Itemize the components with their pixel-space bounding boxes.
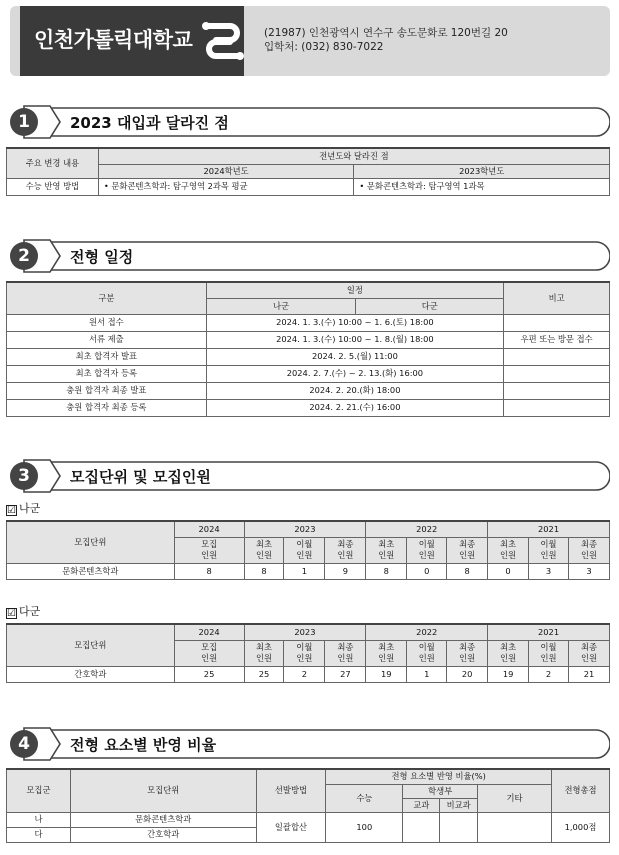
value-cell: • 문화콘텐츠학과: 탐구영역 2과목 평균: [98, 178, 354, 195]
header-cell: 이월 인원: [284, 537, 325, 563]
group-label-na: [6, 500, 40, 516]
method-cell: 일괄합산: [256, 812, 326, 842]
section-title: 모집단위 및 모집인원: [70, 468, 211, 486]
header-cell: 최초 인원: [488, 640, 529, 666]
value-cell: 19: [488, 666, 529, 682]
year-cell: 2023: [244, 624, 366, 640]
empty-cell: [440, 812, 478, 842]
header-cell: 최초 인원: [366, 537, 407, 563]
section-3-header: [6, 458, 610, 494]
note-cell: [504, 382, 610, 399]
date-cell: 2024. 2. 7.(수) ~ 2. 13.(화) 16:00: [206, 365, 504, 382]
year-cell: 2021: [488, 624, 610, 640]
header-cell: 나군: [206, 298, 356, 314]
value-cell: 8: [244, 563, 284, 579]
header-cell: 모집단위: [70, 769, 256, 812]
date-cell: 2024. 1. 3.(수) 10:00 ~ 1. 8.(월) 18:00: [206, 331, 504, 348]
note-cell: 우편 또는 방문 접수: [504, 331, 610, 348]
unit-cell: 문화콘텐츠학과: [70, 812, 256, 827]
section-title: 2023 대입과 달라진 점: [70, 114, 229, 132]
school-name: 인천가톨릭대학교: [34, 28, 193, 52]
header-cell: 모집 인원: [174, 537, 244, 563]
date-cell: 2024. 1. 3.(수) 10:00 ~ 1. 6.(토) 18:00: [206, 314, 504, 331]
section-number: 1: [10, 108, 38, 136]
unit-cell: 간호학과: [70, 827, 256, 842]
section-4-header: [6, 726, 610, 762]
group-cell: 나: [7, 812, 71, 827]
header-cell: 이월 인원: [407, 537, 447, 563]
row-label: 서류 제출: [7, 331, 207, 348]
row-label: 원서 접수: [7, 314, 207, 331]
year-cell: 2021: [488, 521, 610, 537]
value-cell: 3: [529, 563, 569, 579]
section-number: 4: [10, 730, 38, 758]
value-cell: 3: [568, 563, 609, 579]
header-cell: 주요 변경 내용: [7, 148, 99, 178]
header-cell: 선발방법: [256, 769, 326, 812]
header-cell: 최종 인원: [569, 640, 610, 666]
value-cell: 1: [407, 666, 447, 682]
header-cell: 비고: [504, 282, 610, 314]
row-label: 수능 반영 방법: [7, 178, 99, 195]
value-cell: • 문화콘텐츠학과: 탐구영역 1과목: [354, 178, 610, 195]
year-cell: 2023: [244, 521, 366, 537]
header-cell: 모집군: [7, 769, 71, 812]
header-cell: 학생부: [403, 784, 478, 798]
date-cell: 2024. 2. 5.(월) 11:00: [206, 348, 504, 365]
phone: 입학처: (032) 830-7022: [264, 41, 384, 53]
header-cell: 일정: [206, 282, 504, 298]
header-cell: 이월 인원: [529, 640, 569, 666]
section-2-header: [6, 238, 610, 274]
header-cell: 최초 인원: [244, 640, 284, 666]
header-cell: 이월 인원: [284, 640, 325, 666]
header-cell: 수능: [326, 784, 403, 812]
quota-table-da: [6, 623, 610, 683]
value-cell: 8: [174, 563, 244, 579]
group-label-text: 나군: [19, 502, 41, 515]
section-title: 전형 요소별 반영 비율: [70, 736, 217, 754]
header-cell: 모집 인원: [174, 640, 244, 666]
unit-cell: 간호학과: [7, 666, 175, 682]
value-cell: 20: [447, 666, 488, 682]
chain-decoration-icon: [200, 14, 246, 68]
value-cell: 2: [284, 666, 325, 682]
value-cell: 1: [284, 563, 325, 579]
value-cell: 19: [366, 666, 407, 682]
header-cell: 모집단위: [7, 624, 175, 666]
year-cell: 2024: [174, 624, 244, 640]
value-cell: 2: [529, 666, 569, 682]
header-cell: 2024학년도: [98, 164, 354, 178]
value-cell: 21: [569, 666, 610, 682]
row-label: 충원 합격자 최종 등록: [7, 399, 207, 416]
date-cell: 2024. 2. 21.(수) 16:00: [206, 399, 504, 416]
year-cell: 2022: [366, 624, 488, 640]
value-cell: 8: [447, 563, 488, 579]
group-label-text: 다군: [19, 605, 41, 618]
header-cell: 전년도와 달라진 점: [98, 148, 609, 164]
empty-cell: [478, 812, 552, 842]
empty-cell: [403, 812, 440, 842]
date-cell: 2024. 2. 20.(화) 18:00: [206, 382, 504, 399]
group-label-da: [6, 603, 40, 619]
section-title: 전형 일정: [70, 248, 134, 266]
header-cell: 모집단위: [7, 521, 175, 563]
header-cell: 최초 인원: [244, 537, 284, 563]
row-label: 최초 합격자 발표: [7, 348, 207, 365]
section-number: 3: [10, 462, 38, 490]
changes-table: [6, 147, 610, 196]
note-cell: [504, 365, 610, 382]
year-cell: 2024: [174, 521, 244, 537]
checkbox-checked-icon: ☑: [7, 608, 16, 619]
checkbox-checked-icon: ☑: [7, 505, 16, 516]
header-cell: 전형총점: [552, 769, 610, 812]
unit-cell: 문화콘텐츠학과: [7, 563, 175, 579]
header-cell: 교과: [403, 798, 440, 812]
schedule-table: [6, 281, 610, 417]
header-cell: 이월 인원: [529, 537, 569, 563]
value-cell: 27: [325, 666, 366, 682]
header-cell: 최초 인원: [366, 640, 407, 666]
header-cell: 최초 인원: [488, 537, 529, 563]
header-cell: 구분: [7, 282, 207, 314]
header-cell: 비교과: [440, 798, 478, 812]
row-label: 충원 합격자 최종 발표: [7, 382, 207, 399]
csat-cell: 100: [326, 812, 403, 842]
header-cell: 최종 인원: [568, 537, 609, 563]
note-cell: [504, 399, 610, 416]
value-cell: 0: [488, 563, 529, 579]
note-cell: [504, 314, 610, 331]
year-cell: 2022: [366, 521, 488, 537]
row-label: 최초 합격자 등록: [7, 365, 207, 382]
header-cell: 기타: [478, 784, 552, 812]
header-cell: 이월 인원: [407, 640, 447, 666]
header-cell: 전형 요소별 반영 비율(%): [326, 769, 552, 784]
header-cell: 최종 인원: [447, 537, 488, 563]
total-cell: 1,000점: [552, 812, 610, 842]
ratio-table: [6, 768, 610, 843]
section-1-header: [6, 104, 610, 140]
header-cell: 2023학년도: [354, 164, 610, 178]
quota-table-na: [6, 520, 610, 580]
header-cell: 최종 인원: [447, 640, 488, 666]
header-cell: 최종 인원: [325, 640, 366, 666]
header-cell: 다군: [356, 298, 504, 314]
header-cell: 최종 인원: [325, 537, 366, 563]
value-cell: 0: [407, 563, 447, 579]
value-cell: 25: [244, 666, 284, 682]
group-cell: 다: [7, 827, 71, 842]
value-cell: 8: [366, 563, 407, 579]
address: (21987) 인천광역시 연수구 송도문화로 120번길 20: [264, 27, 508, 39]
contact-info: [264, 26, 508, 54]
note-cell: [504, 348, 610, 365]
value-cell: 25: [174, 666, 244, 682]
value-cell: 9: [325, 563, 366, 579]
section-number: 2: [10, 242, 38, 270]
